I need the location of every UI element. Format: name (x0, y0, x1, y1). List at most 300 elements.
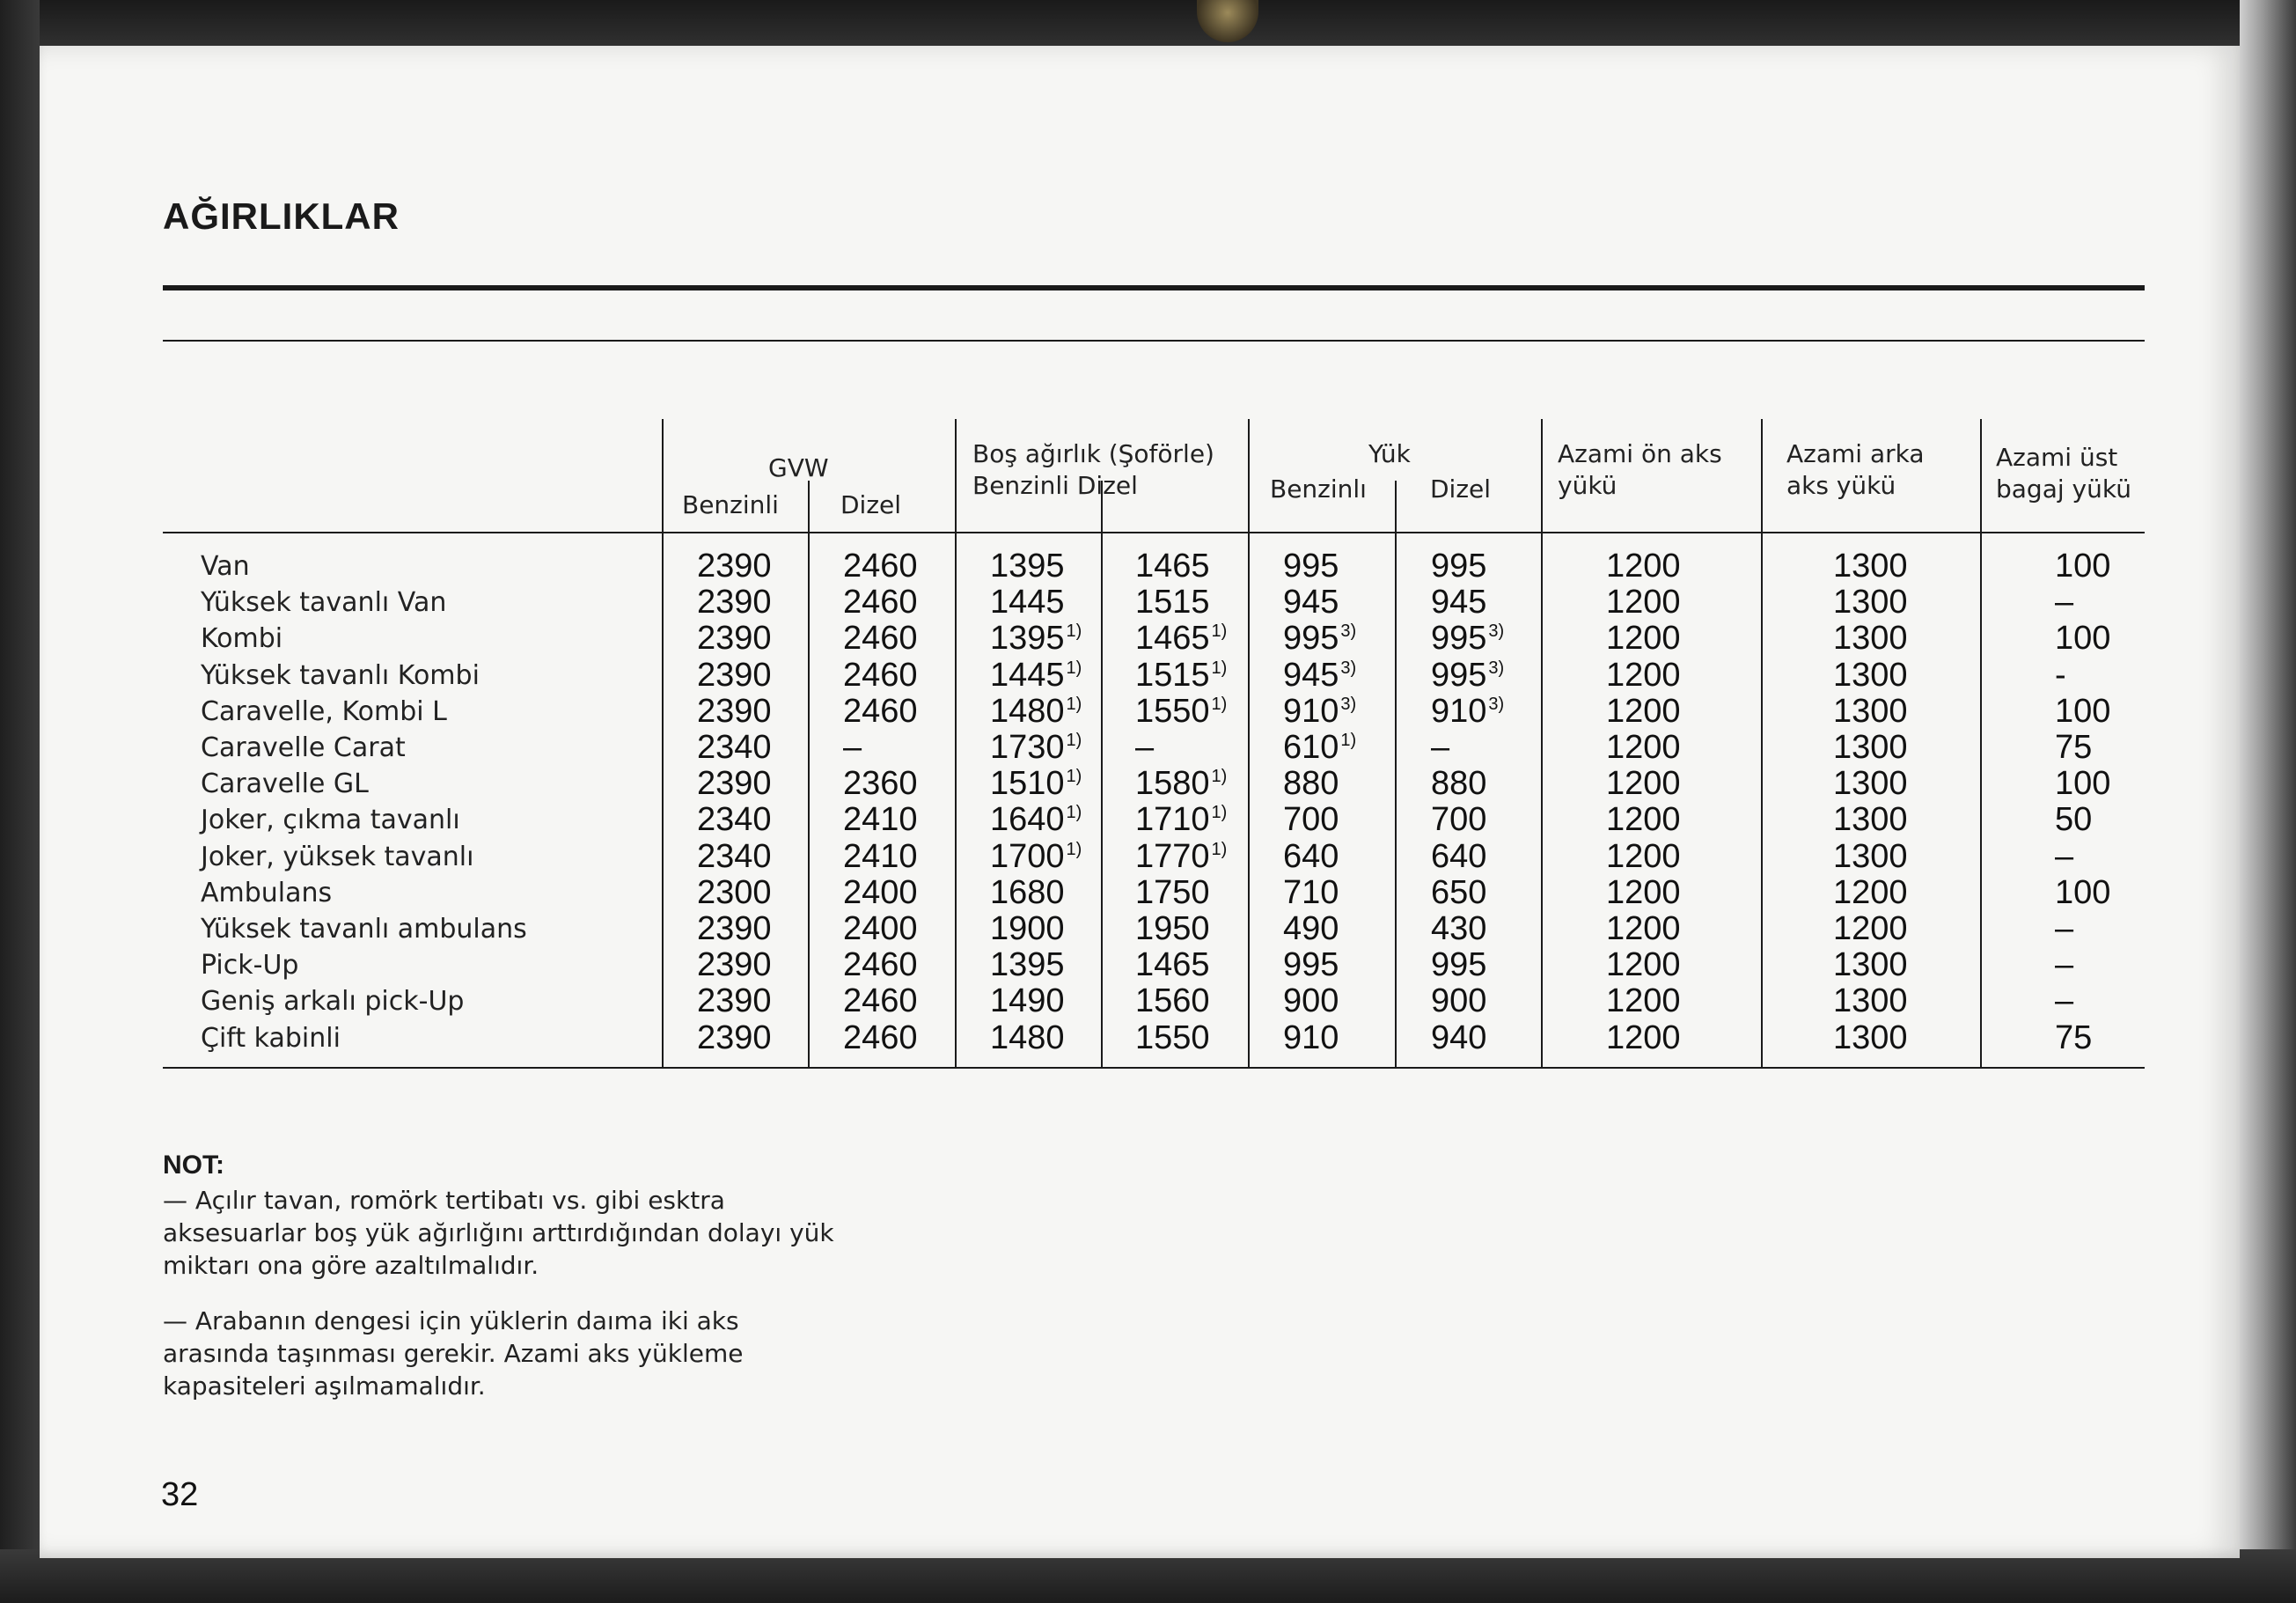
table-cell-on (1606, 1019, 1681, 1057)
col-divider (1980, 419, 1982, 1069)
table-cell-yuk-b (1283, 874, 1339, 912)
cell-value: 1200 (1606, 1019, 1681, 1056)
cell-value: 1200 (1606, 801, 1681, 838)
cell-value: 1445 (990, 657, 1065, 694)
cell-value: 1200 (1606, 946, 1681, 983)
table-cell-gvw-b (697, 801, 772, 839)
table-cell-bos-d (1135, 765, 1227, 803)
cell-value: 1300 (1833, 1019, 1908, 1056)
col-divider (1395, 481, 1397, 1069)
cell-value: 2460 (843, 548, 918, 585)
col-divider (955, 419, 957, 1069)
title-rule (163, 285, 2145, 290)
table-cell-bos-d (1135, 874, 1210, 912)
cell-value: 1445 (990, 584, 1065, 621)
header-ust-bagaj-sub: bagaj yükü (1996, 474, 2131, 504)
table-cell-arka (1833, 693, 1908, 731)
table-cell-ust (2055, 874, 2110, 912)
cell-value: 1465 (1135, 548, 1210, 585)
cell-value: 1200 (1606, 657, 1681, 694)
row-label: Joker, yüksek tavanlı (201, 842, 474, 872)
cell-value: 1395 (990, 620, 1065, 657)
cell-value: 1465 (1135, 620, 1210, 657)
table-cell-yuk-b (1283, 946, 1339, 984)
footnote-marker: 1) (1066, 840, 1082, 859)
table-cell-gvw-b (697, 874, 772, 912)
footnote-marker: 1) (1211, 621, 1228, 641)
footnote-marker: 1) (1211, 803, 1228, 822)
row-label: Kombi (201, 623, 283, 654)
cell-value: 2340 (697, 801, 772, 838)
table-cell-yuk-b (1283, 729, 1356, 767)
header-yuk: Yük (1368, 439, 1411, 468)
table-cell-arka (1833, 874, 1908, 912)
cell-value: 75 (2055, 1019, 2093, 1056)
table-cell-yuk-b (1283, 548, 1339, 585)
cell-value: 940 (1431, 1019, 1487, 1056)
note-paragraph-1: — Açılır tavan, romörk tertibatı vs. gibi esktra aksesuarlar boş yük ağırlığını arttırdığından dolayı yük miktarı ona göre azaltılmalıdır. (163, 1186, 834, 1280)
table-cell-yuk-d (1431, 1019, 1486, 1057)
cell-value: 910 (1283, 693, 1339, 730)
cell-value: 1710 (1135, 801, 1210, 838)
table-cell-yuk-d (1431, 657, 1504, 695)
footnote-marker: 3) (1340, 695, 1357, 714)
table-cell-bos-d (1135, 801, 1227, 839)
table-cell-arka (1833, 765, 1908, 803)
header-rule (163, 532, 2145, 533)
cell-value: – (2055, 838, 2074, 875)
scan-background-top (0, 0, 2296, 53)
table-cell-yuk-d (1431, 765, 1486, 803)
table-cell-bos-b (990, 910, 1065, 948)
cell-value: 2390 (697, 620, 772, 657)
footnote-marker: 1) (1211, 695, 1228, 714)
row-label: Geniş arkalı pick-Up (201, 986, 465, 1017)
header-arka-aks-sub: aks yükü (1786, 471, 1896, 500)
table-cell-yuk-b (1283, 620, 1356, 658)
cell-value: 880 (1283, 765, 1339, 802)
cell-value: 2390 (697, 910, 772, 947)
cell-value: 2460 (843, 946, 918, 983)
cell-value: 2460 (843, 982, 918, 1019)
cell-value: 2460 (843, 693, 918, 730)
table-cell-ust (2055, 693, 2110, 731)
table-cell-yuk-b (1283, 657, 1356, 695)
table-cell-on (1606, 874, 1681, 912)
footnote-marker: 1) (1340, 731, 1357, 750)
cell-value: 640 (1283, 838, 1339, 875)
cell-value: 2390 (697, 946, 772, 983)
cell-value: 1465 (1135, 946, 1210, 983)
cell-value: 995 (1283, 620, 1339, 657)
cell-value: 2340 (697, 838, 772, 875)
table-cell-arka (1833, 910, 1908, 948)
footnote-marker: 1) (1066, 658, 1082, 678)
table-cell-arka (1833, 548, 1908, 585)
cell-value: 995 (1431, 946, 1487, 983)
cell-value: 1300 (1833, 801, 1908, 838)
cell-value: 1480 (990, 693, 1065, 730)
table-cell-on (1606, 838, 1681, 876)
cell-value: 1550 (1135, 1019, 1210, 1056)
note-title: NOT: (163, 1151, 224, 1180)
table-cell-yuk-d (1431, 729, 1449, 767)
cell-value: 2460 (843, 1019, 918, 1056)
cell-value: 2400 (843, 910, 918, 947)
cell-value: 1550 (1135, 693, 1210, 730)
col-divider (1541, 419, 1543, 1069)
cell-value: 1300 (1833, 729, 1908, 766)
row-label: Caravelle, Kombi L (201, 696, 447, 727)
cell-value: 995 (1431, 548, 1487, 585)
cell-value: 910 (1283, 1019, 1339, 1056)
cell-value: 1395 (990, 548, 1065, 585)
cell-value: 1750 (1135, 874, 1210, 911)
table-bottom-rule (163, 1067, 2145, 1069)
header-gvw-benzinli: Benzinli (682, 490, 779, 519)
header-gvw: GVW (768, 453, 829, 482)
table-cell-ust (2055, 801, 2092, 839)
cell-value: 2460 (843, 584, 918, 621)
table-cell-bos-b (990, 1019, 1065, 1057)
table-cell-bos-d (1135, 729, 1154, 767)
cell-value: 1200 (1606, 765, 1681, 802)
cell-value: 995 (1283, 946, 1339, 983)
cell-value: 2390 (697, 1019, 772, 1056)
cell-value: 1700 (990, 838, 1065, 875)
header-bos-agirlik: Boş ağırlık (Şoförle) (972, 439, 1214, 468)
cell-value: 2460 (843, 620, 918, 657)
cell-value: – (2055, 910, 2074, 947)
cell-value: 700 (1283, 801, 1339, 838)
header-yuk-dizel: Dizel (1430, 474, 1492, 504)
table-cell-on (1606, 548, 1681, 585)
table-cell-yuk-d (1431, 838, 1486, 876)
footnote-marker: 3) (1488, 621, 1505, 641)
table-cell-on (1606, 765, 1681, 803)
footnote-marker: 1) (1066, 621, 1082, 641)
table-cell-bos-b (990, 729, 1082, 767)
table-cell-bos-b (990, 982, 1065, 1020)
footnote-marker: 1) (1211, 840, 1228, 859)
cell-value: 1200 (1606, 729, 1681, 766)
page-number: 32 (161, 1476, 199, 1513)
table-cell-arka (1833, 838, 1908, 876)
cell-value: 1300 (1833, 838, 1908, 875)
table-cell-ust (2055, 765, 2110, 803)
cell-value: 1200 (1833, 874, 1908, 911)
table-cell-bos-b (990, 838, 1082, 876)
cell-value: 1680 (990, 874, 1065, 911)
table-cell-on (1606, 693, 1681, 731)
table-cell-yuk-b (1283, 765, 1339, 803)
row-label: Caravelle GL (201, 768, 369, 799)
cell-value: 2460 (843, 657, 918, 694)
table-cell-bos-d (1135, 693, 1227, 731)
cell-value: 1515 (1135, 584, 1210, 621)
row-label: Pick-Up (201, 950, 299, 981)
cell-value: 2400 (843, 874, 918, 911)
table-cell-arka (1833, 620, 1908, 658)
table-cell-arka (1833, 946, 1908, 984)
table-cell-yuk-d (1431, 801, 1486, 839)
table-cell-bos-d (1135, 1019, 1210, 1057)
table-cell-ust (2055, 548, 2110, 585)
cell-value: - (2055, 657, 2066, 694)
cell-value: 1200 (1606, 838, 1681, 875)
table-cell-gvw-d (843, 910, 918, 948)
table-cell-gvw-b (697, 620, 772, 658)
row-label: Van (201, 551, 250, 582)
table-cell-bos-b (990, 874, 1065, 912)
table-cell-gvw-b (697, 657, 772, 695)
cell-value: 1300 (1833, 982, 1908, 1019)
table-cell-gvw-d (843, 620, 918, 658)
cell-value: 2300 (697, 874, 772, 911)
footnote-marker: 1) (1211, 658, 1228, 678)
cell-value: 610 (1283, 729, 1339, 766)
table-cell-bos-d (1135, 548, 1210, 585)
page-title: AĞIRLIKLAR (163, 195, 400, 237)
table-cell-gvw-d (843, 801, 918, 839)
row-label: Joker, çıkma tavanlı (201, 805, 460, 835)
cell-value: 1200 (1606, 693, 1681, 730)
row-label: Ambulans (201, 878, 333, 908)
table-cell-bos-b (990, 548, 1065, 585)
table-cell-gvw-d (843, 982, 918, 1020)
table-cell-yuk-b (1283, 1019, 1339, 1057)
table-cell-bos-d (1135, 946, 1210, 984)
cell-value: 2410 (843, 801, 918, 838)
footnote-marker: 1) (1066, 695, 1082, 714)
table-cell-gvw-d (843, 1019, 918, 1057)
cell-value: 1200 (1606, 548, 1681, 585)
cell-value: – (843, 729, 862, 766)
cell-value: 1200 (1606, 620, 1681, 657)
table-cell-yuk-d (1431, 548, 1486, 585)
table-cell-on (1606, 657, 1681, 695)
table-cell-yuk-d (1431, 584, 1486, 621)
cell-value: 2390 (697, 693, 772, 730)
footnote-marker: 1) (1066, 803, 1082, 822)
table-cell-gvw-d (843, 838, 918, 876)
table-cell-ust (2055, 946, 2073, 984)
cell-value: 430 (1431, 910, 1487, 947)
table-cell-yuk-d (1431, 693, 1504, 731)
table-cell-gvw-d (843, 584, 918, 621)
cell-value: 945 (1283, 657, 1339, 694)
cell-value: – (2055, 946, 2074, 983)
cell-value: 1300 (1833, 693, 1908, 730)
table-cell-bos-b (990, 657, 1082, 695)
row-label: Çift kabinli (201, 1023, 341, 1054)
scan-background-left (0, 0, 40, 1603)
table-cell-yuk-b (1283, 982, 1339, 1020)
cell-value: 1580 (1135, 765, 1210, 802)
col-divider (1248, 419, 1250, 1069)
table-cell-ust (2055, 657, 2066, 695)
cell-value: 1490 (990, 982, 1065, 1019)
cell-value: 1300 (1833, 620, 1908, 657)
cell-value: 490 (1283, 910, 1339, 947)
footnote-marker: 3) (1488, 695, 1505, 714)
table-cell-gvw-b (697, 584, 772, 621)
row-label: Yüksek tavanlı Van (201, 587, 447, 618)
cell-value: 1395 (990, 946, 1065, 983)
cell-value: – (1431, 729, 1450, 766)
table-cell-gvw-b (697, 693, 772, 731)
table-cell-gvw-b (697, 729, 772, 767)
footnote-marker: 1) (1066, 731, 1082, 750)
table-cell-bos-d (1135, 584, 1210, 621)
col-divider (1761, 419, 1763, 1069)
cell-value: 2390 (697, 765, 772, 802)
footnote-marker: 1) (1211, 767, 1228, 786)
cell-value: 1300 (1833, 765, 1908, 802)
table-cell-on (1606, 946, 1681, 984)
cell-value: 640 (1431, 838, 1487, 875)
table-cell-bos-d (1135, 620, 1227, 658)
cell-value: 710 (1283, 874, 1339, 911)
table-cell-arka (1833, 584, 1908, 621)
table-cell-on (1606, 982, 1681, 1020)
cell-value: 1480 (990, 1019, 1065, 1056)
table-cell-bos-d (1135, 657, 1227, 695)
cell-value: 100 (2055, 765, 2111, 802)
table-cell-ust (2055, 620, 2110, 658)
cell-value: 2390 (697, 584, 772, 621)
table-cell-arka (1833, 801, 1908, 839)
cell-value: 100 (2055, 693, 2111, 730)
table-cell-gvw-b (697, 548, 772, 585)
cell-value: 995 (1283, 548, 1339, 585)
table-cell-yuk-b (1283, 910, 1339, 948)
cell-value: 1300 (1833, 584, 1908, 621)
table-cell-gvw-d (843, 874, 918, 912)
col-divider (808, 481, 810, 1069)
table-cell-bos-d (1135, 982, 1210, 1020)
row-label: Yüksek tavanlı Kombi (201, 660, 480, 691)
row-label: Yüksek tavanlı ambulans (201, 914, 527, 945)
header-ust-bagaj: Azami üst (1996, 443, 2118, 472)
table-cell-bos-b (990, 801, 1082, 839)
table-cell-yuk-b (1283, 838, 1339, 876)
table-cell-gvw-d (843, 729, 862, 767)
table-cell-bos-b (990, 765, 1082, 803)
table-cell-gvw-d (843, 657, 918, 695)
cell-value: 100 (2055, 620, 2111, 657)
cell-value: 100 (2055, 548, 2111, 585)
table-cell-gvw-b (697, 838, 772, 876)
cell-value: 2360 (843, 765, 918, 802)
cell-value: 2390 (697, 548, 772, 585)
cell-value: 1510 (990, 765, 1065, 802)
cell-value: 2390 (697, 982, 772, 1019)
cell-value: 1300 (1833, 657, 1908, 694)
header-yuk-benzinli: Benzinlı (1270, 474, 1367, 504)
cell-value: 2410 (843, 838, 918, 875)
table-cell-bos-b (990, 620, 1082, 658)
table-cell-bos-b (990, 693, 1082, 731)
header-arka-aks: Azami arka (1786, 439, 1925, 468)
table-cell-gvw-d (843, 548, 918, 585)
cell-value: 75 (2055, 729, 2093, 766)
table-cell-yuk-d (1431, 946, 1486, 984)
table-cell-arka (1833, 1019, 1908, 1057)
table-cell-yuk-b (1283, 693, 1356, 731)
cell-value: 1950 (1135, 910, 1210, 947)
table-cell-on (1606, 801, 1681, 839)
footnote-marker: 3) (1340, 621, 1357, 641)
cell-value: 100 (2055, 874, 2111, 911)
cell-value: 945 (1283, 584, 1339, 621)
table-cell-yuk-b (1283, 801, 1339, 839)
table-cell-bos-b (990, 946, 1065, 984)
note-paragraph-2: — Arabanın dengesi için yüklerin daıma iki aks arasında taşınması gerekir. Azami aks yükleme kapasiteleri aşılmamalıdır. (163, 1306, 744, 1401)
table-cell-ust (2055, 910, 2073, 948)
header-gvw-dizel: Dizel (840, 490, 902, 519)
cell-value: 1900 (990, 910, 1065, 947)
cell-value: 995 (1431, 620, 1487, 657)
cell-value: – (1135, 729, 1155, 766)
table-cell-gvw-d (843, 765, 918, 803)
cell-value: 1560 (1135, 982, 1210, 1019)
table-cell-on (1606, 910, 1681, 948)
cell-value: 1300 (1833, 946, 1908, 983)
cell-value: – (2055, 584, 2074, 621)
header-on-aks: Azami ön aks (1558, 439, 1722, 468)
footnote-marker: 3) (1488, 658, 1505, 678)
cell-value: 1200 (1833, 910, 1908, 947)
col-divider (662, 419, 664, 1069)
table-cell-yuk-d (1431, 910, 1486, 948)
header-bos-agirlik-sub: Benzinli Dizel (972, 471, 1138, 500)
cell-value: 650 (1431, 874, 1487, 911)
col-divider (1101, 481, 1103, 1069)
cell-value: – (2055, 982, 2074, 1019)
table-cell-ust (2055, 729, 2092, 767)
table-cell-bos-d (1135, 910, 1210, 948)
table-cell-yuk-d (1431, 874, 1486, 912)
table-cell-arka (1833, 729, 1908, 767)
weights-table (163, 340, 2145, 1069)
table-cell-gvw-b (697, 982, 772, 1020)
table-cell-arka (1833, 982, 1908, 1020)
cell-value: 1300 (1833, 548, 1908, 585)
cell-value: 1200 (1606, 584, 1681, 621)
footnote-marker: 1) (1066, 767, 1082, 786)
table-cell-ust (2055, 584, 2073, 621)
table-cell-on (1606, 584, 1681, 621)
table-cell-ust (2055, 1019, 2092, 1057)
cell-value: 1515 (1135, 657, 1210, 694)
table-cell-yuk-b (1283, 584, 1339, 621)
header-on-aks-sub: yükü (1558, 471, 1617, 500)
table-cell-on (1606, 729, 1681, 767)
cell-value: 945 (1431, 584, 1487, 621)
cell-value: 700 (1431, 801, 1487, 838)
table-cell-gvw-b (697, 946, 772, 984)
cell-value: 880 (1431, 765, 1487, 802)
cell-value: 995 (1431, 657, 1487, 694)
table-cell-gvw-b (697, 1019, 772, 1057)
table-cell-gvw-d (843, 693, 918, 731)
table-cell-on (1606, 620, 1681, 658)
cell-value: 1770 (1135, 838, 1210, 875)
table-cell-gvw-b (697, 910, 772, 948)
table-cell-gvw-d (843, 946, 918, 984)
footnote-marker: 3) (1340, 658, 1357, 678)
